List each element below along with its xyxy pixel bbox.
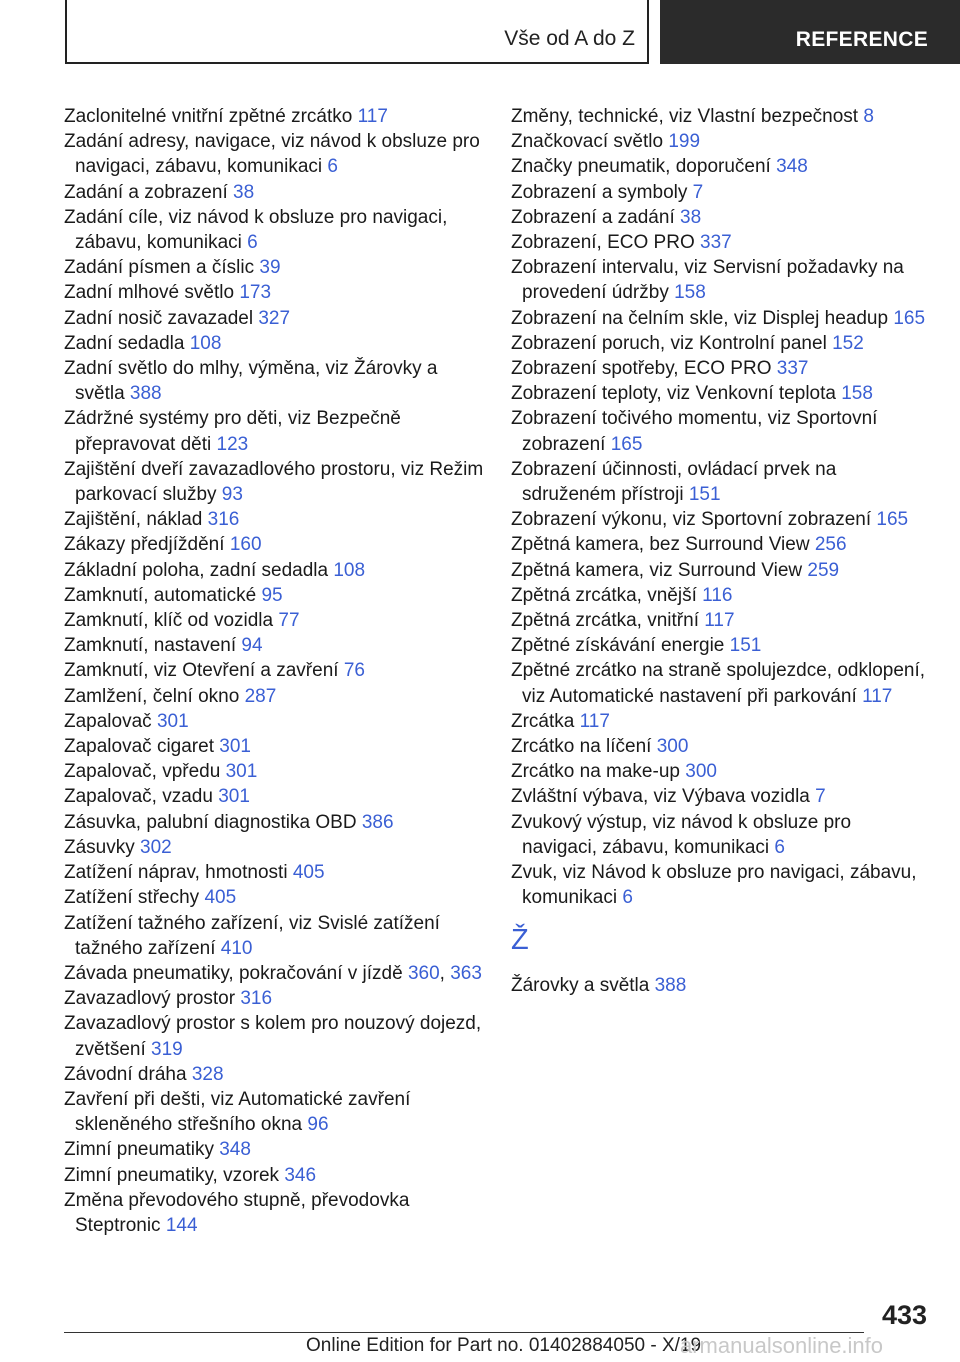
page-reference-link[interactable]: 117 (579, 710, 610, 732)
page-reference-link[interactable]: 117 (862, 685, 893, 707)
page-reference-link[interactable]: 38 (233, 181, 255, 203)
page-reference-link[interactable]: 316 (207, 509, 240, 531)
index-entry (511, 583, 931, 608)
index-entry (511, 784, 931, 809)
index-entry (64, 1188, 484, 1238)
entry-term: Zimní pneumatiky, vzorek (64, 1164, 285, 1186)
index-entry (511, 608, 931, 633)
page-reference-link[interactable]: 327 (258, 307, 291, 329)
page-reference-link[interactable]: 316 (240, 988, 273, 1010)
page-separator: , (439, 962, 451, 984)
index-entry (511, 356, 931, 381)
index-entry (64, 986, 484, 1011)
page-reference-link[interactable]: 94 (241, 635, 263, 657)
entry-term: Zákazy předjíždění (64, 534, 230, 556)
index-entry (64, 1062, 484, 1087)
index-entry (511, 104, 931, 129)
entry-term: Změny, technické, viz Vlastní bezpečnost (511, 106, 864, 127)
page-reference-link[interactable]: 346 (284, 1164, 317, 1186)
page-reference-link[interactable]: 173 (239, 282, 272, 304)
page-reference-link[interactable]: 300 (656, 736, 689, 758)
entry-term: Žárovky a světla (511, 974, 655, 996)
page-reference-link[interactable]: 76 (343, 660, 365, 682)
entry-term: Zvukový výstup, viz návod k obsluze pro navigaci, zábavu, komunikaci (511, 811, 852, 858)
index-entry (511, 154, 931, 179)
index-entry (64, 205, 484, 255)
index-entry (511, 255, 931, 305)
entry-term: Zobrazení účinnosti, ovládací prvek na sdruženém přístroji (511, 458, 837, 506)
page-reference-link[interactable]: 300 (685, 761, 717, 783)
entry-term: Zpětná zrcátka, vnitřní (511, 610, 705, 632)
index-entry (64, 558, 484, 583)
page-reference-link[interactable]: 39 (259, 257, 281, 279)
index-entry (64, 280, 484, 305)
index-entry (511, 633, 931, 658)
page-reference-link[interactable]: 348 (776, 156, 808, 178)
entry-term: Zamknutí, automatické (64, 584, 262, 606)
index-entry (511, 129, 931, 154)
index-list-z (511, 104, 931, 911)
index-entry (64, 331, 484, 356)
index-entry (511, 860, 931, 910)
index-entry (64, 104, 484, 129)
page-reference-link[interactable]: 158 (674, 282, 706, 304)
entry-term: Zobrazení výkonu, viz Sportovní zobrazení (511, 509, 877, 531)
index-entry (511, 658, 931, 708)
reference-label: REFERENCE (795, 28, 928, 51)
entry-term: Zaclonitelné vnitřní zpětné zrcátko (64, 106, 358, 127)
entry-term: Zamknutí, nastavení (64, 635, 242, 657)
page-reference-link[interactable]: 405 (204, 887, 237, 909)
page-reference-link[interactable]: 199 (668, 131, 701, 153)
entry-term: Základní poloha, zadní sedadla (64, 559, 334, 581)
page-reference-link[interactable]: 165 (893, 307, 926, 329)
index-entry (511, 759, 931, 784)
entry-term: Zpětná kamera, bez Surround View (511, 534, 815, 556)
index-entry (64, 961, 484, 986)
entry-term: Zobrazení teploty, viz Venkovní teplota (511, 383, 842, 405)
page-reference-link[interactable]: 38 (680, 206, 702, 228)
page-reference-link[interactable]: 158 (841, 383, 873, 405)
index-entry (64, 658, 484, 683)
index-entry (511, 381, 931, 406)
page-reference-link[interactable]: 108 (333, 559, 366, 581)
index-entry (64, 1011, 484, 1061)
entry-term: Zapalovač cigaret (64, 736, 220, 758)
entry-term: Zpětné získávání energie (511, 635, 730, 657)
entry-term: Zadání cíle, viz návod k obsluze pro navigaci, zábavu, komunikaci (64, 206, 448, 254)
page-reference-link[interactable]: 6 (622, 887, 633, 909)
entry-term: Zvuk, viz Návod k obsluze pro navigaci, zábavu, komunikaci (511, 862, 917, 909)
page-reference-link[interactable]: 301 (218, 786, 250, 808)
index-entry (511, 973, 931, 998)
page-reference-link[interactable]: 388 (654, 974, 687, 996)
entry-term: Zobrazení spotřeby, ECO PRO (511, 358, 777, 380)
page-reference-link[interactable]: 259 (807, 559, 840, 581)
index-entry (64, 406, 484, 456)
entry-term: Zásuvka, palubní diagnostika OBD (64, 811, 362, 833)
index-entry (64, 507, 484, 532)
section-title: Vše od A do Z (504, 27, 635, 50)
entry-term: Zadání písmen a číslic (64, 257, 260, 279)
index-entry (511, 180, 931, 205)
entry-term: Zadní sedadla (64, 332, 190, 354)
index-entry (64, 608, 484, 633)
index-entry (64, 1137, 484, 1162)
index-entry (511, 331, 931, 356)
index-entry (511, 306, 931, 331)
page-reference-link[interactable]: 301 (219, 736, 251, 758)
entry-term: Zapalovač, vpředu (64, 761, 226, 783)
entry-term: Zpětné zrcátko na straně spolujezdce, odklopení, viz Automatické nastavení při parkování (511, 660, 926, 707)
page-reference-link[interactable]: 7 (692, 181, 704, 203)
index-entry (511, 457, 931, 507)
page-reference-link[interactable]: 144 (165, 1214, 198, 1236)
page-reference-link[interactable]: 337 (776, 358, 809, 380)
index-entry (64, 684, 484, 709)
index-entry (64, 306, 484, 331)
entry-term: Zrcátko na make-up (511, 761, 686, 783)
entry-term: Zatížení náprav, hmotnosti (64, 862, 293, 884)
page-reference-link[interactable]: 301 (156, 710, 189, 732)
page-reference-link[interactable]: 301 (225, 761, 258, 783)
entry-term: Zadní mlhové světlo (64, 282, 240, 304)
page-number: 433 (881, 1300, 927, 1330)
index-entry (511, 230, 931, 255)
entry-term: Zamlžení, čelní okno (64, 685, 245, 707)
page-reference-link[interactable]: 302 (140, 836, 172, 858)
page-reference-link[interactable]: 319 (151, 1038, 183, 1060)
page-reference-link[interactable]: 117 (357, 106, 388, 127)
page-reference-link[interactable]: 95 (261, 584, 283, 606)
entry-term: Zadní nosič zavazadel (64, 307, 259, 329)
entry-term: Zobrazení a symboly (511, 181, 693, 203)
index-entry (64, 911, 484, 961)
entry-term: Zpětná zrcátka, vnější (511, 584, 703, 606)
entry-term: Zamknutí, klíč od vozidla (64, 610, 279, 632)
page-reference-link[interactable]: 6 (327, 156, 338, 178)
page-reference-link[interactable]: 151 (688, 484, 721, 506)
entry-term: Zobrazení, ECO PRO (511, 232, 701, 254)
entry-term: Zapalovač (64, 710, 157, 732)
index-entry (64, 180, 484, 205)
page-reference-link[interactable]: 337 (700, 232, 732, 254)
index-letter-heading: Ž (511, 923, 529, 956)
page-reference-link[interactable]: 165 (610, 433, 643, 455)
index-column-right (511, 104, 931, 998)
entry-term: Zobrazení na čelním skle, viz Displej headup (511, 307, 894, 329)
page-reference-link[interactable]: 108 (189, 332, 222, 354)
entry-term: Závodní dráha (64, 1063, 192, 1085)
index-entry (64, 532, 484, 557)
page-reference-link[interactable]: 6 (247, 232, 258, 254)
entry-term: Zamknutí, viz Otevření a zavření (64, 660, 344, 682)
index-entry (511, 734, 931, 759)
index-entry (511, 532, 931, 557)
entry-term: Závada pneumatiky, pokračování v jízdě (64, 962, 408, 984)
page-reference-link[interactable]: 6 (774, 836, 785, 858)
index-entry (64, 709, 484, 734)
entry-term: Zajištění dveří zavazadlového prostoru, viz Režim parkovací služby (64, 458, 484, 506)
entry-term: Zobrazení poruch, viz Kontrolní panel (511, 332, 833, 354)
page-reference-link[interactable]: 117 (704, 610, 735, 632)
index-entry (64, 457, 484, 507)
entry-term: Zajištění, náklad (64, 509, 208, 531)
index-entry (511, 709, 931, 734)
page-reference-link[interactable]: 160 (229, 534, 262, 556)
entry-term: Zadání adresy, navigace, viz návod k obsluze pro navigaci, zábavu, komunikaci (64, 131, 480, 178)
index-entry (511, 507, 931, 532)
page-reference-link[interactable]: 410 (220, 937, 253, 959)
entry-term: Zapalovač, vzadu (64, 786, 219, 808)
entry-term: Změna převodového stupně, převodovka Steptronic (64, 1189, 410, 1236)
header-section-box (65, 0, 649, 64)
entry-term: Zádržné systémy pro děti, viz Bezpečně přepravovat děti (64, 408, 401, 455)
page-reference-link[interactable]: 388 (129, 383, 162, 405)
page-reference-link[interactable]: 7 (815, 786, 826, 808)
index-entry (64, 734, 484, 759)
index-entry (64, 255, 484, 280)
entry-term: Značkovací světlo (511, 131, 669, 153)
index-entry (64, 885, 484, 910)
page-reference-link[interactable]: 123 (216, 433, 249, 455)
entry-term: Zadání a zobrazení (64, 181, 233, 203)
index-list-zh (511, 973, 931, 998)
index-entry (64, 835, 484, 860)
index-entry (511, 406, 931, 456)
page-reference-link[interactable]: 152 (832, 332, 864, 354)
page-reference-link[interactable]: 165 (876, 509, 909, 531)
index-entry (64, 129, 484, 179)
entry-term: Zásuvky (64, 836, 141, 858)
entry-term: Zimní pneumatiky (64, 1139, 220, 1161)
entry-term: Zatížení střechy (64, 887, 205, 909)
page-reference-link[interactable]: 96 (307, 1114, 329, 1136)
page-reference-link[interactable]: 151 (729, 635, 762, 657)
page-reference-link[interactable]: 8 (863, 106, 874, 127)
index-entry (64, 356, 484, 406)
entry-term: Zavazadlový prostor (64, 988, 241, 1010)
page-reference-link[interactable]: 93 (221, 484, 243, 506)
index-entry (64, 1163, 484, 1188)
watermark: armanualsonline.info (680, 1333, 884, 1358)
reference-tab (660, 0, 960, 64)
page-reference-link[interactable]: 256 (814, 534, 847, 556)
entry-term: Zobrazení intervalu, viz Servisní požadavky na provedení údržby (511, 257, 904, 304)
page-reference-link[interactable]: 348 (219, 1139, 251, 1161)
index-entry (64, 633, 484, 658)
index-entry (64, 784, 484, 809)
page-reference-link[interactable]: 328 (191, 1063, 224, 1085)
index-entry (511, 810, 931, 860)
index-entry (64, 759, 484, 784)
entry-term: Zobrazení a zadání (511, 206, 680, 228)
entry-term: Zavazadlový prostor s kolem pro nouzový dojezd, zvětšení (64, 1013, 482, 1060)
index-column-left (64, 104, 484, 1238)
page-reference-link[interactable]: 287 (244, 685, 277, 707)
index-entry (64, 860, 484, 885)
page-reference-link[interactable]: 386 (361, 811, 394, 833)
entry-term: Zavření při dešti, viz Automatické zavření skleněného střešního okna (64, 1088, 411, 1136)
page-reference-link[interactable]: 77 (278, 610, 300, 632)
entry-term: Zrcátko na líčení (511, 736, 657, 758)
entry-term: Značky pneumatik, doporučení (511, 156, 777, 178)
footer-text: Online Edition for Part no. 01402884050 - X/19 (306, 1335, 702, 1356)
page-reference-link[interactable]: 363 (450, 962, 482, 984)
page-reference-link[interactable]: 360 (407, 962, 440, 984)
entry-term: Zadní světlo do mlhy, výměna, viz Žárovky a světla (64, 358, 438, 405)
index-entry (64, 810, 484, 835)
entry-term: Zatížení tažného zařízení, viz Svislé zatížení tažného zařízení (64, 912, 440, 959)
page-reference-link[interactable]: 405 (292, 862, 325, 884)
page-reference-link[interactable]: 116 (702, 584, 733, 606)
index-entry (64, 583, 484, 608)
entry-term: Zvláštní výbava, viz Výbava vozidla (511, 786, 816, 808)
entry-term: Zobrazení točivého momentu, viz Sportovní zobrazení (511, 408, 878, 455)
index-entry (64, 1087, 484, 1137)
index-entry (511, 558, 931, 583)
entry-term: Zpětná kamera, viz Surround View (511, 559, 808, 581)
entry-term: Zrcátka (511, 710, 580, 732)
index-entry (511, 205, 931, 230)
